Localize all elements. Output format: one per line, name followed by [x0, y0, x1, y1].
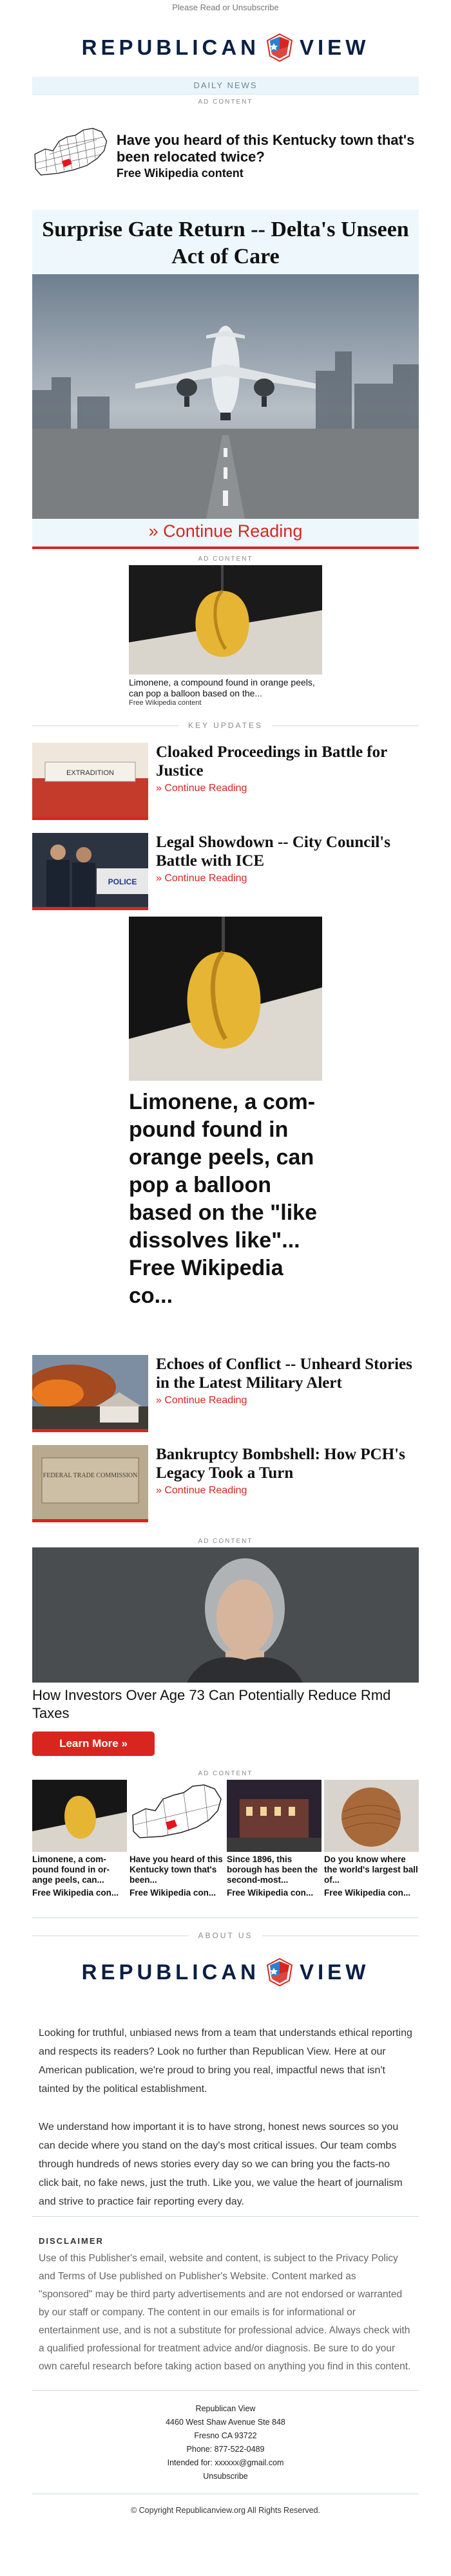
- kentucky-ad[interactable]: [32, 108, 419, 205]
- logo-text-right: VIEW: [300, 35, 370, 59]
- grid-source: Free Wikipedia con...: [227, 1888, 314, 1898]
- flag-shield-logo-icon: [265, 33, 294, 62]
- grid-item-kentucky[interactable]: [130, 1780, 224, 1898]
- grid-item-limonene[interactable]: [32, 1780, 127, 1898]
- limonene-small-ad[interactable]: [129, 565, 322, 707]
- airplane-takeoff-image[interactable]: [32, 274, 419, 519]
- story-continue-reading-link[interactable]: » Continue Reading: [156, 873, 247, 884]
- grid-source: Free Wikipedia con...: [32, 1888, 119, 1898]
- story-title[interactable]: Cloaked Proceedings in Battle for Justice: [156, 743, 387, 779]
- story-title[interactable]: Bankruptcy Bombshell: How PCH's Legacy Took a Turn: [156, 1446, 405, 1482]
- footer-address: [32, 2402, 419, 2483]
- grid-source: Free Wikipedia con...: [324, 1888, 411, 1898]
- police-officers-image: [32, 833, 148, 907]
- house-fire-image: [32, 1355, 148, 1429]
- ad-content-text: AD CONTENT: [198, 1770, 253, 1777]
- footer-unsubscribe-link[interactable]: Unsubscribe: [203, 2472, 248, 2481]
- investor-ad[interactable]: [32, 1547, 419, 1756]
- learn-more-button[interactable]: Learn More »: [32, 1731, 155, 1756]
- logo-text-left: REPUBLICAN: [81, 35, 260, 59]
- limonene-big-caption: Limonene, a com- pound found in orange peels, can pop a balloon based on the "like dissolves like"... Free Wikipedia co...: [129, 1090, 317, 1308]
- hero-title[interactable]: Surprise Gate Return -- Delta's Unseen Act of Care: [42, 218, 409, 268]
- police-thumb-text: POLICE: [108, 877, 137, 886]
- footer-street: 4460 West Shaw Avenue Ste 848: [166, 2418, 285, 2427]
- ad-content-label: [32, 95, 419, 108]
- ftc-sign-image: [32, 1445, 148, 1519]
- footer-logo[interactable]: [32, 1940, 419, 2004]
- ftc-thumb-text: FEDERAL TRADE COMMISSION: [43, 1472, 138, 1479]
- ad-content-text: AD CONTENT: [198, 555, 253, 563]
- extradition-document-image: [32, 743, 148, 817]
- grid-caption: Have you heard of this Kentucky town that's been...: [130, 1854, 223, 1885]
- story-legal-showdown[interactable]: [32, 826, 419, 917]
- kentucky-map-thumb-image: [130, 1780, 224, 1852]
- story-thumb-fire[interactable]: [32, 1355, 148, 1432]
- grid-item-borough[interactable]: [227, 1780, 321, 1898]
- daily-news-bar: DAILY NEWS: [32, 77, 419, 95]
- hero-continue-reading-link[interactable]: » Continue Reading: [148, 521, 303, 541]
- grid-caption: Limonene, a com- pound found in or- ange peels, can...: [32, 1854, 110, 1885]
- story-echoes-of-conflict[interactable]: [32, 1349, 419, 1439]
- ad-content-label-2: [32, 549, 419, 565]
- grid-source: Free Wikipedia con...: [130, 1888, 216, 1898]
- investor-ad-title: How Investors Over Age 73 Can Potentially Reduce Rmd Taxes: [32, 1687, 391, 1721]
- grid-caption: Since 1896, this borough has been the second-most...: [227, 1854, 318, 1885]
- orange-peel-thumb-image: [32, 1780, 127, 1852]
- ad-content-label-4: [32, 1756, 419, 1780]
- grid-item-ball[interactable]: [324, 1780, 419, 1898]
- about-us-divider: [32, 1931, 419, 1940]
- story-continue-reading-link[interactable]: » Continue Reading: [156, 1395, 247, 1406]
- story-thumb-extradition[interactable]: [32, 743, 148, 820]
- footer-company-name: Republican View: [195, 2404, 256, 2413]
- kentucky-ad-headline: Have you heard of this Kentucky town that's been relocated twice?: [116, 132, 415, 165]
- kentucky-ad-source: Free Wikipedia content: [116, 167, 244, 180]
- email-container: [32, 0, 419, 2534]
- large-ball-thumb-image: [324, 1780, 419, 1852]
- story-title[interactable]: Echoes of Conflict -- Unheard Stories in the Latest Military Alert: [156, 1356, 412, 1392]
- logo-text-left: REPUBLICAN: [81, 1960, 260, 1984]
- orange-peel-balloon-large-image: [129, 917, 322, 1081]
- story-continue-reading-link[interactable]: » Continue Reading: [156, 783, 247, 794]
- section-separator: [32, 2216, 419, 2217]
- footer-city: Fresno CA 93722: [194, 2431, 257, 2440]
- story-cloaked-proceedings[interactable]: [32, 736, 419, 826]
- sponsored-grid: [32, 1780, 419, 1898]
- flag-shield-logo-icon: [265, 1957, 294, 1987]
- story-thumb-police[interactable]: [32, 833, 148, 910]
- about-us-label: ABOUT US: [198, 1931, 253, 1940]
- kentucky-county-map-image: [32, 108, 110, 205]
- story-title[interactable]: Legal Showdown -- City Council's Battle with ICE: [156, 834, 390, 870]
- story-thumb-ftc[interactable]: [32, 1445, 148, 1522]
- ad-content-label-3: [32, 1529, 419, 1547]
- about-paragraph-1: Looking for truthful, unbiased news from a team that understands ethical reporting and respects its readers? Look no further than Republican View. Here at our American publication, we're proud to bring you real, impactful news that isn't tainted by the political establishment.: [39, 2028, 412, 2095]
- limonene-small-source: Free Wikipedia content: [129, 699, 202, 707]
- disclaimer-text: Use of this Publisher's email, website and content, is subject to the Privacy Policy and Terms of Use published on Publisher's Website. Content marked as "sponsored" may be third party advertisements and are not endorsed or warranted by our staff or company. The content in our emails is for informational or entertainment use, and is not a substitute for professional advice. Always check with a qualified professional for treatment advice and/or diagnosis. Be sure to do your own careful research before taking action based on anything you find in this content.: [39, 2253, 411, 2372]
- hero-story[interactable]: [32, 210, 419, 549]
- header-logo[interactable]: [32, 19, 419, 77]
- limonene-big-ad[interactable]: [129, 917, 322, 1310]
- orange-peel-balloon-image: [129, 565, 322, 675]
- footer-phone: Phone: 877-522-0489: [186, 2445, 265, 2454]
- footer-copyright: © Copyright Republicanview.org All Rights Reserved.: [130, 2506, 321, 2515]
- story-continue-reading-link[interactable]: » Continue Reading: [156, 1485, 247, 1496]
- read-or-unsubscribe-link[interactable]: Please Read or Unsubscribe: [172, 3, 279, 12]
- ad-content-text: AD CONTENT: [198, 1538, 253, 1545]
- woman-portrait-image: [32, 1547, 419, 1683]
- logo-text-right: VIEW: [300, 1960, 370, 1984]
- disclaimer-heading: DISCLAIMER: [39, 2236, 104, 2246]
- key-updates-label: KEY UPDATES: [188, 721, 263, 730]
- borough-building-thumb-image: [227, 1780, 321, 1852]
- about-paragraph-2: We understand how important it is to have strong, honest news sources so you can decide where you stand on the day's most critical issues. Our team combs through hundreds of news stories every day so we can bring you the facts-no click bait, no fake news, just the truth. Like you, we value the heart of journalism and strive to practice fair reporting every day.: [39, 2122, 403, 2207]
- footer-intended-for: Intended for: xxxxxx@gmail.com: [167, 2458, 284, 2467]
- limonene-small-caption: Limonene, a compound found in orange peels, can pop a balloon based on the...: [129, 677, 315, 698]
- story-bankruptcy-bombshell[interactable]: [32, 1439, 419, 1529]
- ad-content-text: AD CONTENT: [198, 98, 253, 106]
- grid-caption: Do you know where the world's largest ball of...: [324, 1854, 418, 1885]
- section-separator: [32, 2390, 419, 2391]
- key-updates-divider: [32, 721, 419, 730]
- extradition-thumb-text: EXTRADITION: [66, 769, 114, 777]
